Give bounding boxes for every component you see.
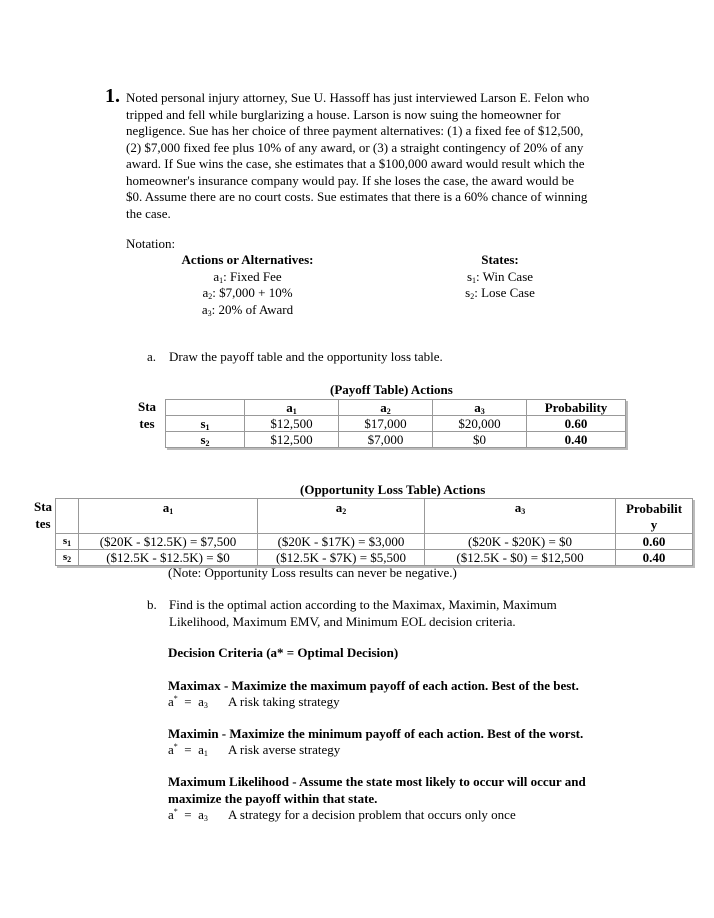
table-cell: $12,500 (245, 432, 339, 448)
states-list (430, 252, 570, 302)
row-header: $s_2$ (56, 550, 79, 566)
actions-header: Actions or Alternatives: (181, 252, 314, 267)
part-b-label: b. (147, 597, 157, 612)
oloss-states-label: Sta tes (33, 499, 53, 531)
maximin-answer: $a^* = a_1$ A risk averse strategy (168, 742, 341, 758)
table-row (56, 534, 693, 550)
part-a (147, 349, 443, 366)
table-cell: $20,000 (433, 416, 527, 432)
table-row (56, 550, 693, 566)
row-header: $s_1$ (56, 534, 79, 550)
state-item: $s_2$: Lose Case (465, 285, 535, 301)
table-cell: ($12.5K - $0) = $12,500 (425, 550, 616, 566)
oloss-table-title: (Opportunity Loss Table) Actions (300, 482, 486, 497)
row-header: $s_2$ (166, 432, 245, 448)
column-header: Probability (527, 400, 626, 416)
part-a-label: a. (147, 349, 157, 364)
table-cell: $12,500 (245, 416, 339, 432)
table-cell: ($12.5K - $7K) = $5,500 (258, 550, 425, 566)
maximax-heading: Maximax - Maximize the maximum payoff of each action. Best of the best. (168, 678, 579, 693)
intro-line: the case. (126, 205, 171, 221)
part-b-text: Find is the optimal action according to the Maximax, Maximin, Maximum Likelihood, Maximum EMV, and Minimum EOL decision criteria. (169, 597, 557, 629)
table-cell: 0.40 (527, 432, 626, 448)
table-cell: 0.40 (616, 550, 693, 566)
notation-label: Notation: (126, 236, 176, 251)
intro-line: Noted personal injury attorney, Sue U. Hassoff has just interviewed Larson E. Felon who (126, 90, 590, 105)
question-number: 1. (105, 85, 120, 107)
state-item: $s_1$: Win Case (466, 268, 534, 285)
column-header: $a_1$ (79, 499, 258, 534)
column-header: $a_2$ (339, 400, 433, 416)
table-cell: ($20K - $17K) = $3,000 (258, 534, 425, 550)
table-cell: $17,000 (339, 416, 433, 432)
question-intro (126, 90, 641, 222)
intro-line: award. If Sue wins the case, she estimates that a $100,000 award would result which the (126, 156, 585, 171)
table-row (166, 416, 626, 432)
table-cell: ($20K - $20K) = $0 (425, 534, 616, 550)
oloss-table (55, 498, 693, 566)
max-likelihood-heading: Maximum Likelihood - Assume the state most likely to occur will occur and maximize the payoff within that state. (168, 774, 586, 806)
intro-line: tripped and fell while burglarizing a house. Larson is now suing the homeowner for (126, 106, 561, 122)
intro-line: homeowner's insurance company would pay. If she loses the case, the award would be (126, 172, 575, 188)
table-cell: ($20K - $12.5K) = $7,500 (79, 534, 258, 550)
intro-line: negligence. Sue has her choice of three payment alternatives: (1) a fixed fee of $12,500, (126, 123, 584, 138)
actions-list (150, 252, 345, 318)
intro-line: (2) $7,000 fixed fee plus 10% of any award, or (3) a straight contingency of 20% of any (126, 139, 584, 155)
payoff-table (165, 399, 626, 448)
part-a-text: Draw the payoff table and the opportunity loss table. (169, 349, 443, 364)
table-cell: ($12.5K - $12.5K) = $0 (79, 550, 258, 566)
action-item: $a_2$: $7,000 + 10% (202, 285, 293, 301)
max-likelihood-answer: $a^* = a_3$ A strategy for a decision problem that occurs only once (168, 807, 516, 823)
table-header-row (166, 400, 626, 416)
table-header-row (56, 499, 693, 534)
table-cell: 0.60 (616, 534, 693, 550)
criteria-heading: Decision Criteria (a* = Optimal Decision) (168, 645, 399, 660)
table-cell: 0.60 (527, 416, 626, 432)
column-header: $a_1$ (245, 400, 339, 416)
column-header: $a_3$ (425, 499, 616, 534)
maximin-heading: Maximin - Maximize the minimum payoff of each action. Best of the worst. (168, 726, 584, 741)
table-row (166, 432, 626, 448)
table-cell: $0 (433, 432, 527, 448)
oloss-note: (Note: Opportunity Loss results can never be negative.) (168, 565, 457, 580)
action-item: $a_1$: Fixed Fee (213, 268, 282, 285)
table-cell: $7,000 (339, 432, 433, 448)
column-header: $a_3$ (433, 400, 527, 416)
states-header: States: (481, 252, 519, 267)
maximax-answer: $a^* = a_3$ A risk taking strategy (168, 694, 340, 710)
action-item: $a_3$: 20% of Award (201, 301, 294, 318)
column-header: Probabilit y (616, 499, 693, 534)
intro-line: $0. Assume there are no court costs. Sue estimates that there is a 60% chance of winning (126, 189, 588, 204)
column-header: $a_2$ (258, 499, 425, 534)
row-header: $s_1$ (166, 416, 245, 432)
payoff-states-label: Sta tes (137, 399, 157, 431)
payoff-table-title: (Payoff Table) Actions (330, 382, 453, 397)
